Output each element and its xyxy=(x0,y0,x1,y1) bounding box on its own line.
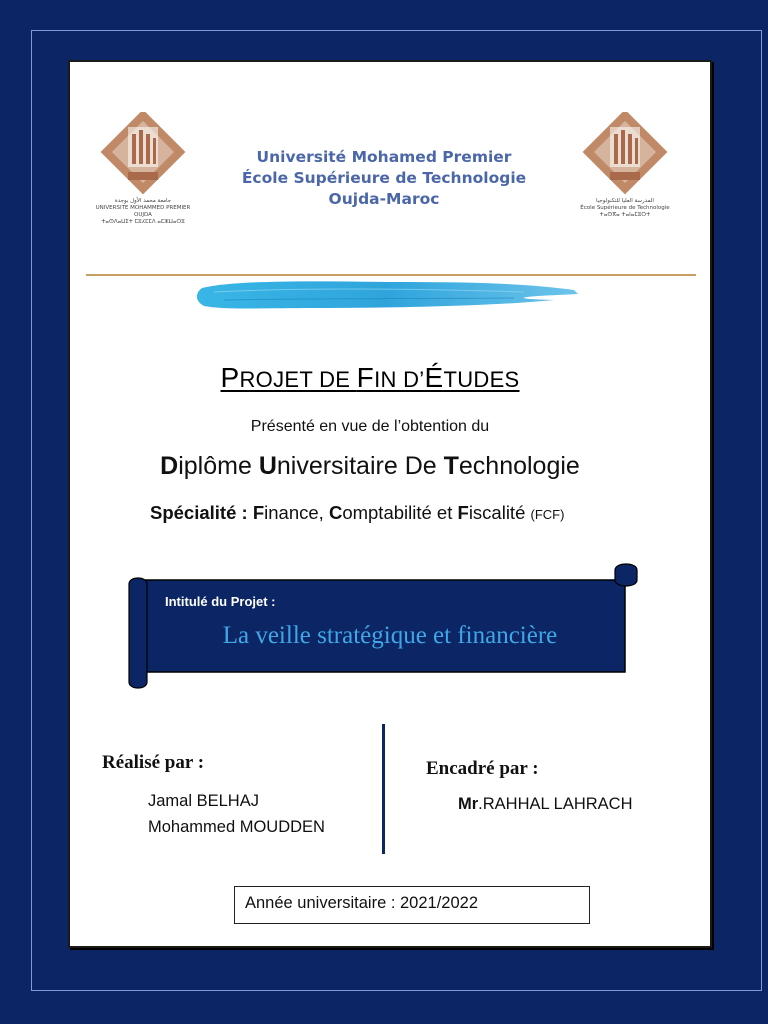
caption-fr: UNIVERSITE MOHAMMED PREMIER OUJDA xyxy=(95,205,191,218)
caption-tifinagh: ⵜⴰⵙⴳⴰ ⵜⴰⵏⴰⵎⵓⵔⵜ xyxy=(599,212,651,218)
author-name: Jamal BELHAJ xyxy=(148,792,259,810)
author-name: Mohammed MOUDDEN xyxy=(148,818,325,836)
caption-ar: المدرسة العليا للتكنولوجيا xyxy=(596,198,654,204)
header xyxy=(78,112,690,230)
authors-label: Réalisé par : xyxy=(102,752,205,773)
caption-ar: جامعة محمد الأول بوجدة xyxy=(114,198,172,204)
city-name: Oujda-Maroc xyxy=(328,190,440,208)
emblem-icon xyxy=(570,112,680,198)
school-name: École Supérieure de Technologie xyxy=(241,169,527,187)
cover-page xyxy=(68,60,712,948)
supervisor-label: Encadré par : xyxy=(426,758,539,779)
specialty-line: Spécialité : Finance, Comptabilité et Fiscalité (FCF) xyxy=(150,502,565,523)
caption-fr: École Supérieure de Technologie xyxy=(580,205,670,211)
diploma-name: Diplôme Universitaire De Technologie xyxy=(160,452,580,480)
project-title: La veille stratégique et financière xyxy=(222,622,558,649)
academic-year-box xyxy=(234,886,590,924)
academic-year: Année universitaire : 2021/2022 xyxy=(245,894,478,912)
project-title-label: Intitulé du Projet : xyxy=(165,594,276,609)
page-title: PROJET DE FIN D’ÉTUDES xyxy=(220,362,520,393)
school-logo-right xyxy=(570,112,680,227)
right-logo-caption xyxy=(570,198,680,219)
vertical-divider xyxy=(382,724,385,854)
presented-for-text: Présenté en vue de l’obtention du xyxy=(250,418,490,435)
brush-stroke-decoration xyxy=(194,276,580,314)
supervisor-name: Mr.RAHHAL LAHRACH xyxy=(458,795,633,813)
university-name: Université Mohamed Premier xyxy=(256,148,512,166)
caption-tifinagh: ⵜⴰⵙⴷⴰⵡⵉⵜ ⵎⵓⵃⵎⵎⴷ ⴰⵎⵣⵡⴰⵔⵓ xyxy=(101,219,185,225)
